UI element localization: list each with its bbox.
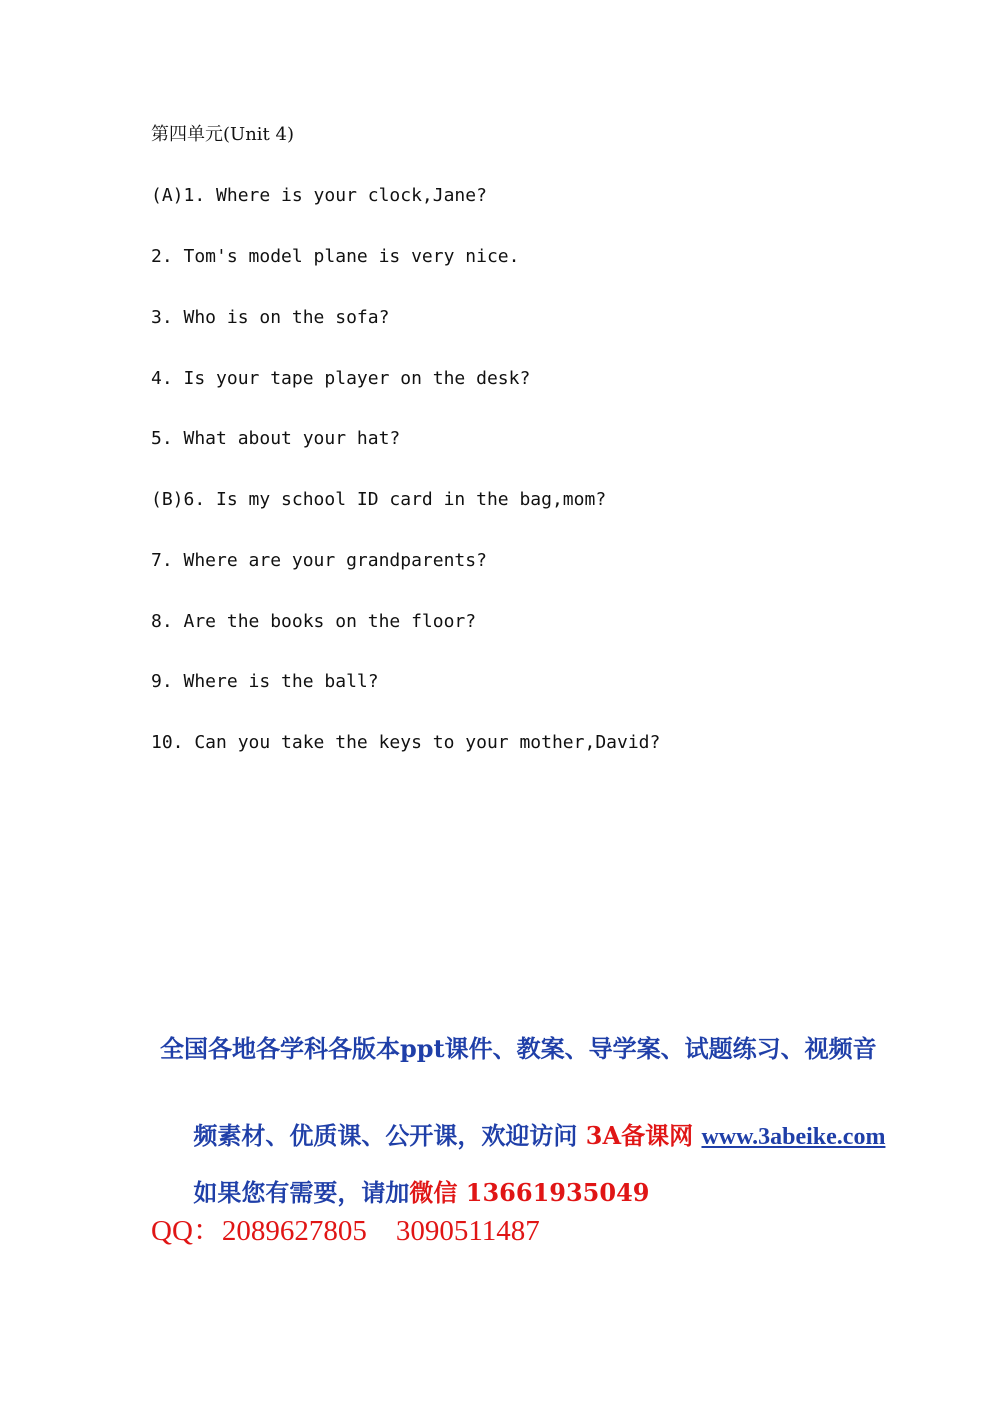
brand-name: 3A备课网 <box>585 1121 694 1150</box>
unit-title: 第四单元(Unit 4) <box>151 124 294 145</box>
promo-line-2-text: 频素材、优质课、公开课，欢迎访问 <box>193 1121 586 1150</box>
question-line-8: 8. Are the books on the floor? <box>151 611 477 632</box>
question-line-7: 7. Where are your grandparents? <box>151 550 487 571</box>
question-line-4: 4. Is your tape player on the desk? <box>151 368 531 389</box>
qq-contact: QQ：2089627805 3090511487 <box>151 1215 540 1247</box>
question-line-3: 3. Who is on the sofa? <box>151 307 390 328</box>
promo-line-3-text: 如果您有需要，请加 <box>193 1178 410 1207</box>
question-line-2: 2. Tom's model plane is very nice. <box>151 246 520 267</box>
wechat-contact: 微信 13661935049 <box>409 1178 650 1207</box>
promo-line-1: 全国各地各学科各版本ppt课件、教案、导学案、试题练习、视频音 <box>160 1034 877 1063</box>
question-line-6: (B)6. Is my school ID card in the bag,mom? <box>151 489 607 510</box>
question-line-9: 9. Where is the ball? <box>151 671 379 692</box>
question-line-10: 10. Can you take the keys to your mother,David? <box>151 732 661 753</box>
website-link[interactable]: www.3abeike.com <box>701 1124 886 1150</box>
question-line-5: 5. What about your hat? <box>151 428 401 449</box>
question-line-1: (A)1. Where is your clock,Jane? <box>151 185 487 206</box>
